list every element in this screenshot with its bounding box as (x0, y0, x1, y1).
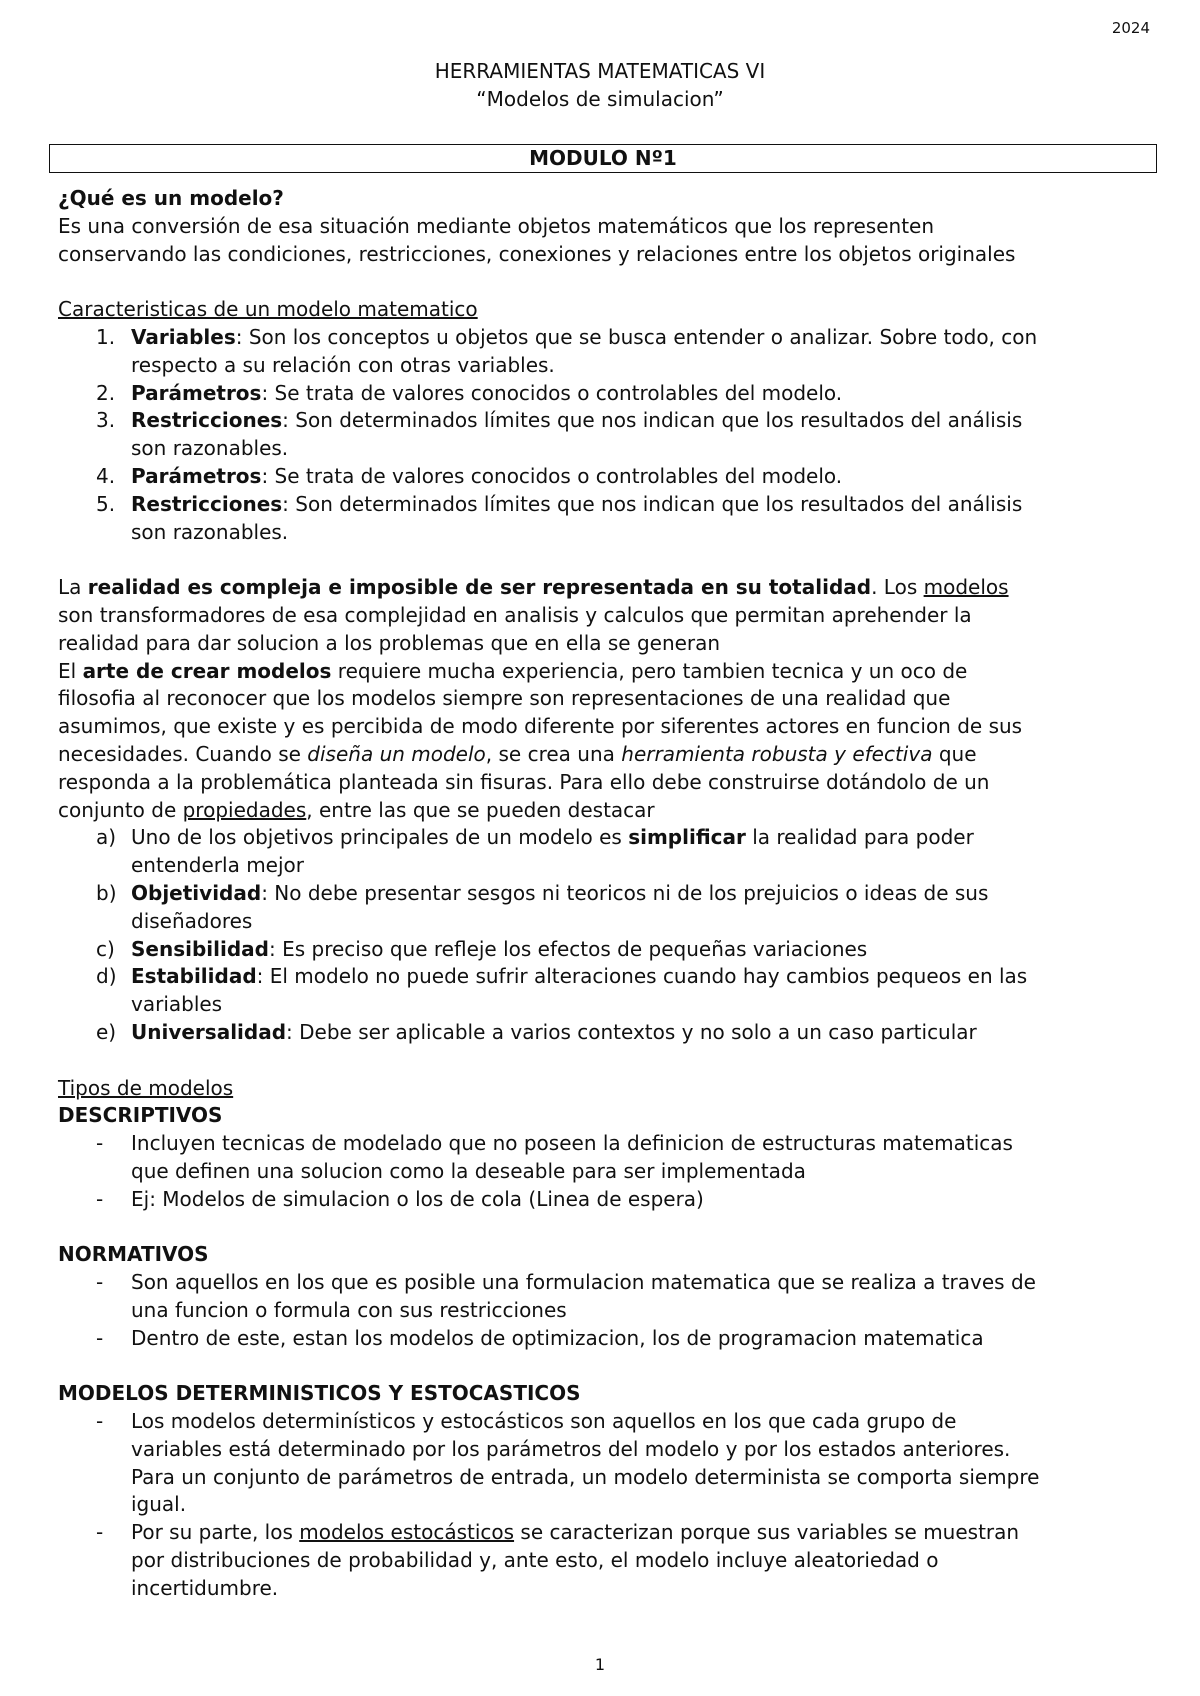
document-body (58, 185, 1158, 1603)
list-item: e) Universalidad: Debe ser aplicable a varios contextos y no solo a un caso particular (96, 1019, 977, 1044)
list-item: 5. Restricciones: Son determinados límites que nos indican que los resultados del análisis son razonables. (96, 491, 1023, 544)
list-item: c) Sensibilidad: Es preciso que refleje los efectos de pequeñas variaciones (96, 936, 868, 961)
list-item: - Dentro de este, estan los modelos de optimizacion, los de programacion matematica (96, 1325, 984, 1350)
list-item: d) Estabilidad: El modelo no puede sufrir alteraciones cuando hay cambios pequeos en las variables (96, 964, 1028, 1017)
realidad-paragraph: La realidad es compleja e imposible de ser representada en su totalidad. Los modelos son transformadores de esa complejidad en analisis y calculos que permitan aprehender la realidad para dar solucion a los problemas que en ella se generan El arte de crear modelos requiere mucha experiencia, pero tambien tecnica y un oco de filosofia al reconocer que los modelos siempre son representaciones de una realidad que asumimos, que existe y es percibida de modo diferente por siferentes actores en funcion de sus necesidades. Cuando se diseña un modelo, se crea una herramienta robusta y efectiva que responda a la problemática planteada sin fisuras. Para ello debe construirse dotándolo de un conjunto de propiedades, entre las que se pueden destacar (58, 575, 1023, 822)
page-number: 1 (594, 1655, 606, 1674)
list-item: - Los modelos determinísticos y estocásticos son aquellos en los que cada grupo de variables está determinado por los parámetros del modelo y por los estados anteriores. Para un conjunto de parámetros de entrada, un modelo determinista se comporta siempre igual. (96, 1409, 1040, 1517)
list-item: 1. Variables: Son los conceptos u objetos que se busca entender o analizar. Sobre todo, con respecto a su relación con otras variables. (96, 324, 1038, 377)
deterministicos-list (58, 1408, 1158, 1603)
list-item: - Por su parte, los modelos estocásticos se caracterizan porque sus variables se muestran por distribuciones de probabilidad y, ante esto, el modelo incluye aleatoriedad o incertidumbre. (96, 1520, 1020, 1600)
list-item: b) Objetividad: No debe presentar sesgos ni teoricos ni de los prejuicios o ideas de sus diseñadores (96, 880, 989, 933)
list-item: - Son aquellos en los que es posible una formulacion matematica que se realiza a traves de una funcion o formula con sus restricciones (96, 1270, 1036, 1322)
deterministicos-heading: MODELOS DETERMINISTICOS Y ESTOCASTICOS (58, 1381, 581, 1406)
header-year: 2024 (1111, 19, 1150, 37)
list-item: 3. Restricciones: Son determinados límites que nos indican que los resultados del análisis son razonables. (96, 408, 1023, 461)
document-title-block (0, 57, 1200, 113)
descriptivos-heading: DESCRIPTIVOS (58, 1103, 223, 1128)
caracteristicas-list (58, 324, 1158, 546)
propiedades-list (58, 824, 1158, 1046)
list-item: - Incluyen tecnicas de modelado que no poseen la definicion de estructuras matematicas que definen una solucion como la deseable para ser implementada (96, 1131, 1013, 1183)
list-item: 4. Parámetros: Se trata de valores conocidos o controlables del modelo. (96, 463, 843, 488)
intro-question: ¿Qué es un modelo? (58, 186, 284, 210)
normativos-list (58, 1269, 1158, 1352)
normativos-heading: NORMATIVOS (58, 1242, 209, 1267)
list-item: 2. Parámetros: Se trata de valores conocidos o controlables del modelo. (96, 380, 843, 405)
intro-answer-line: conservando las condiciones, restricciones, conexiones y relaciones entre los objetos originales (58, 241, 1016, 266)
intro-answer-line: Es una conversión de esa situación mediante objetos matemáticos que los representen (58, 213, 935, 238)
list-item: a) Uno de los objetivos principales de un modelo es simplificar la realidad para poder entenderla mejor (96, 825, 974, 878)
module-box: MODULO Nº1 (49, 144, 1157, 173)
caracteristicas-heading: Caracteristicas de un modelo matematico (58, 297, 478, 322)
tipos-heading: Tipos de modelos (58, 1075, 234, 1100)
course-subtitle: “Modelos de simulacion” (476, 87, 724, 111)
course-title: HERRAMIENTAS MATEMATICAS VI (434, 59, 766, 83)
list-item: - Ej: Modelos de simulacion o los de cola (Linea de espera) (96, 1186, 704, 1211)
descriptivos-list (58, 1130, 1158, 1213)
